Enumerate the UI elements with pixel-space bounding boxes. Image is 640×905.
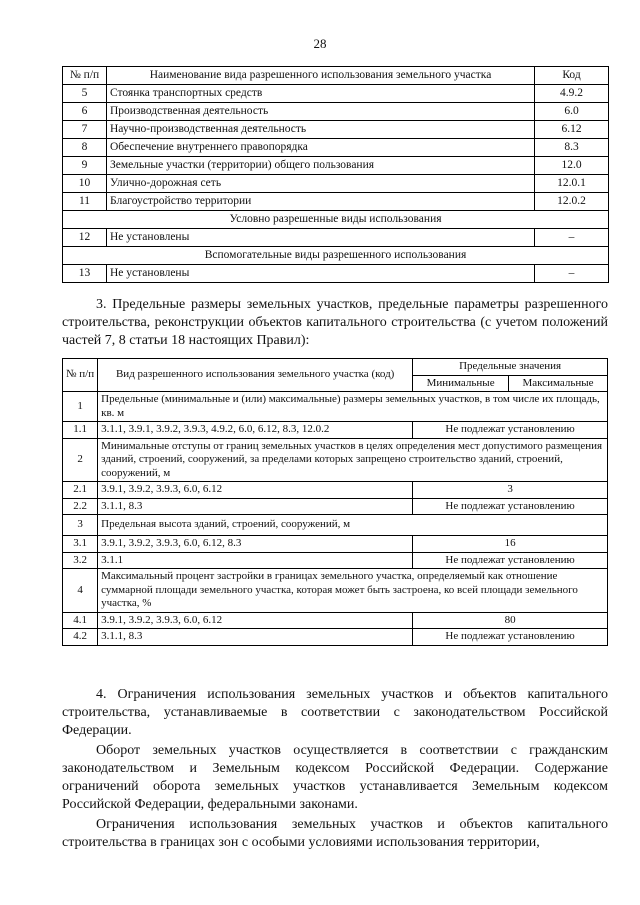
row-num: 6 — [63, 103, 107, 121]
row-name: Производственная деятельность — [107, 103, 535, 121]
table-row — [63, 229, 609, 247]
section-row — [63, 211, 609, 229]
row-codes: 3.1.1 — [98, 552, 413, 569]
table-row — [63, 438, 608, 482]
row-text: Предельные (минимальные и (или) максимальные) размеры земельных участков, в том числе их площадь, кв. м — [98, 392, 608, 422]
table-row — [63, 392, 608, 422]
row-num: 9 — [63, 157, 107, 175]
row-num: 2.2 — [63, 498, 98, 515]
row-value: Не подлежат установлению — [413, 498, 608, 515]
table-row — [63, 482, 608, 499]
table-row — [63, 629, 608, 646]
row-code: 12.0.1 — [535, 175, 609, 193]
row-num: 7 — [63, 121, 107, 139]
row-num: 11 — [63, 193, 107, 211]
row-code: 4.9.2 — [535, 85, 609, 103]
row-text: Предельная высота зданий, строений, сооружений, м — [98, 515, 608, 536]
paragraph-4: 4. Ограничения использования земельных участков и объектов капитального строительства, устанавливаемые в соответствии с законодательством Российской Федерации. — [62, 687, 608, 738]
table-row — [63, 515, 608, 536]
row-num: 13 — [63, 265, 107, 283]
table-row — [63, 157, 609, 175]
row-num: 2 — [63, 438, 98, 482]
row-value: 80 — [413, 612, 608, 629]
row-num: 3.1 — [63, 536, 98, 553]
row-codes: 3.1.1, 8.3 — [98, 629, 413, 646]
header-code: Код — [535, 67, 609, 85]
row-codes: 3.1.1, 8.3 — [98, 498, 413, 515]
row-num: 4 — [63, 569, 98, 613]
header-num: № п/п — [63, 67, 107, 85]
row-num: 1 — [63, 392, 98, 422]
section-conditional-uses: Условно разрешенные виды использования — [63, 211, 609, 229]
row-text: Минимальные отступы от границ земельных участков в целях определения мест допустимого размещения зданий, строений, сооружений, за пределами которых запрещено строительство зданий, строений, сооружений, м — [98, 438, 608, 482]
table-row — [63, 175, 609, 193]
row-num: 1.1 — [63, 422, 98, 439]
row-value: Не подлежат установлению — [413, 422, 608, 439]
row-num: 4.2 — [63, 629, 98, 646]
table-row — [63, 85, 609, 103]
paragraph-6: Ограничения использования земельных участков и объектов капитального строительства в границах зон с особыми условиями использования территории, — [62, 817, 608, 850]
row-name: Обеспечение внутреннего правопорядка — [107, 139, 535, 157]
row-value: Не подлежат установлению — [413, 629, 608, 646]
section-row — [63, 247, 609, 265]
row-code: 12.0 — [535, 157, 609, 175]
paragraph-5: Оборот земельных участков осуществляется в соответствии с гражданским законодательством и Земельным кодексом Российской Федерации. Содержание ограничений оборота земельных участков устанавливается Земельным кодексом Российской Федерации, федеральными законами. — [62, 743, 608, 812]
row-num: 3 — [63, 515, 98, 536]
section-auxiliary-uses: Вспомогательные виды разрешенного использования — [63, 247, 609, 265]
header-use-type: Вид разрешенного использования земельного участка (код) — [98, 359, 413, 392]
header-use-name: Наименование вида разрешенного использования земельного участка — [107, 67, 535, 85]
row-value: 3 — [413, 482, 608, 499]
table-row — [63, 422, 608, 439]
header-num: № п/п — [63, 359, 98, 392]
row-num: 4.1 — [63, 612, 98, 629]
table-row — [63, 265, 609, 283]
row-name: Благоустройство территории — [107, 193, 535, 211]
row-code: 12.0.2 — [535, 193, 609, 211]
row-num: 2.1 — [63, 482, 98, 499]
row-num: 5 — [63, 85, 107, 103]
row-num: 3.2 — [63, 552, 98, 569]
row-code: 8.3 — [535, 139, 609, 157]
row-text: Максимальный процент застройки в границах земельного участка, определяемый как отношение суммарной площади земельного участка, которая может быть застроена, ко всей площади земельного участка, % — [98, 569, 608, 613]
row-code: – — [535, 265, 609, 283]
row-name: Улично-дорожная сеть — [107, 175, 535, 193]
row-code: – — [535, 229, 609, 247]
row-codes: 3.1.1, 3.9.1, 3.9.2, 3.9.3, 4.9.2, 6.0, 6.12, 8.3, 12.0.2 — [98, 422, 413, 439]
row-codes: 3.9.1, 3.9.2, 3.9.3, 6.0, 6.12 — [98, 482, 413, 499]
table-row — [63, 121, 609, 139]
table-header-row — [63, 359, 608, 376]
header-min: Минимальные — [413, 375, 509, 392]
limit-parameters-table — [62, 358, 608, 646]
row-name: Стоянка транспортных средств — [107, 85, 535, 103]
table-row — [63, 139, 609, 157]
row-num: 8 — [63, 139, 107, 157]
row-value: Не подлежат установлению — [413, 552, 608, 569]
table-row — [63, 193, 609, 211]
row-value: 16 — [413, 536, 608, 553]
row-name: Земельные участки (территории) общего пользования — [107, 157, 535, 175]
row-codes: 3.9.1, 3.9.2, 3.9.3, 6.0, 6.12, 8.3 — [98, 536, 413, 553]
header-max: Максимальные — [509, 375, 608, 392]
header-limit-values: Предельные значения — [413, 359, 608, 376]
table-row — [63, 103, 609, 121]
paragraph-3: 3. Предельные размеры земельных участков, предельные параметры разрешенного строительства, реконструкции объектов капитального строительства (с учетом положений частей 7, 8 статьи 18 настоящих Правил): — [62, 297, 608, 348]
row-num: 10 — [63, 175, 107, 193]
row-codes: 3.9.1, 3.9.2, 3.9.3, 6.0, 6.12 — [98, 612, 413, 629]
table-row — [63, 569, 608, 613]
row-code: 6.12 — [535, 121, 609, 139]
permitted-use-table — [62, 66, 609, 283]
row-num: 12 — [63, 229, 107, 247]
table-row — [63, 536, 608, 553]
row-name: Не установлены — [107, 229, 535, 247]
table-row — [63, 612, 608, 629]
table-header-row — [63, 67, 609, 85]
table-row — [63, 498, 608, 515]
row-name: Научно-производственная деятельность — [107, 121, 535, 139]
page-number: 28 — [313, 36, 327, 51]
row-name: Не установлены — [107, 265, 535, 283]
table-row — [63, 552, 608, 569]
row-code: 6.0 — [535, 103, 609, 121]
